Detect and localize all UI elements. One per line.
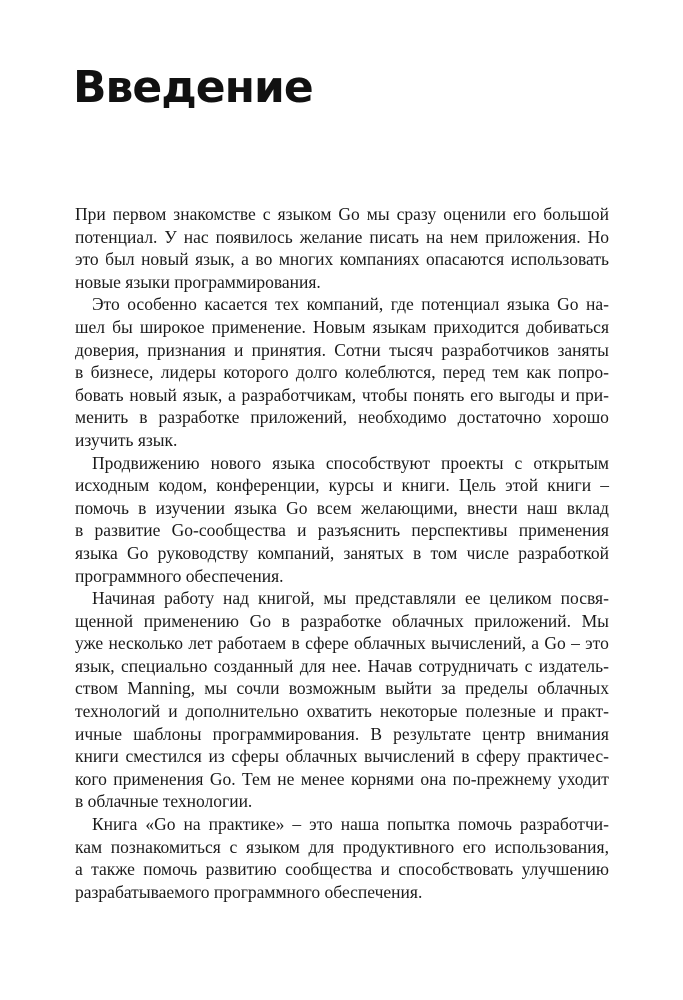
text-line: это был новый язык, а во многих компаниях опасаются использовать	[75, 249, 609, 270]
text-line: ичные шаблоны программирования. В результате центр внимания	[75, 723, 609, 744]
text-line: разрабатываемого программного обеспечения.	[75, 881, 423, 902]
text-line: помочь в изучении языка Go всем желающими, внести наш вклад	[75, 497, 609, 518]
paragraph	[75, 587, 609, 813]
text-line: изучить язык.	[75, 429, 178, 450]
text-line: книги сместился из сферы облачных вычислений в сферу практичес-	[75, 746, 609, 767]
text-line: доверия, признания и принятия. Сотни тысяч разработчиков заняты	[75, 339, 609, 360]
text-line: уже несколько лет работаем в сфере облачных вычислений, а Go – это	[75, 633, 609, 654]
paragraph	[75, 203, 609, 293]
text-line: Это особенно касается тех компаний, где потенциал языка Go на-	[92, 294, 609, 315]
text-line: бовать новый язык, а разработчикам, чтобы понять его выгоды и при-	[75, 384, 609, 405]
text-line: шел бы широкое применение. Новым языкам приходится добиваться	[75, 316, 609, 337]
text-line: Продвижению нового языка способствуют проекты с открытым	[92, 452, 609, 473]
text-line: языка Go руководству компаний, занятых в том числе разработкой	[75, 542, 609, 563]
text-line: потенциал. У нас появилось желание писать на нем приложения. Но	[75, 226, 609, 247]
text-line: щенной применению Go в разработке облачных приложений. Мы	[75, 610, 609, 631]
chapter-title: Введение	[73, 62, 313, 113]
text-line: исходным кодом, конференции, курсы и книги. Цель этой книги –	[75, 475, 609, 496]
text-line: кам познакомиться с языком для продуктивного его использования,	[75, 836, 609, 857]
text-line: Книга «Go на практике» – это наша попытка помочь разработчи-	[92, 814, 609, 835]
text-line: При первом знакомстве с языком Go мы сразу оценили его большой	[75, 204, 609, 224]
body-text	[75, 203, 609, 903]
text-line: в бизнесе, лидеры которого долго колеблются, перед тем как попро-	[75, 362, 609, 383]
paragraph	[75, 452, 609, 588]
text-line: ством Manning, мы сочли возможным выйти за пределы облачных	[75, 678, 609, 699]
paragraph	[75, 813, 609, 903]
text-line: Начиная работу над книгой, мы представляли ее целиком посвя-	[92, 588, 609, 609]
paragraph	[75, 293, 609, 451]
text-line: язык, специально созданный для нее. Начав сотрудничать с издатель-	[75, 655, 609, 676]
text-line: технологий и дополнительно охватить некоторые полезные и практ-	[75, 701, 609, 722]
text-line: менить в разработке приложений, необходимо достаточно хорошо	[75, 407, 609, 428]
text-line: а также помочь развитию сообщества и способствовать улучшению	[75, 859, 609, 880]
text-line: в облачные технологии.	[75, 791, 253, 812]
text-line: новые языки программирования.	[75, 271, 321, 292]
text-line: в развитие Go-сообщества и разъяснить перспективы применения	[75, 520, 609, 541]
text-line: кого применения Go. Тем не менее корнями она по-прежнему уходит	[75, 768, 609, 789]
text-line: программного обеспечения.	[75, 565, 284, 586]
